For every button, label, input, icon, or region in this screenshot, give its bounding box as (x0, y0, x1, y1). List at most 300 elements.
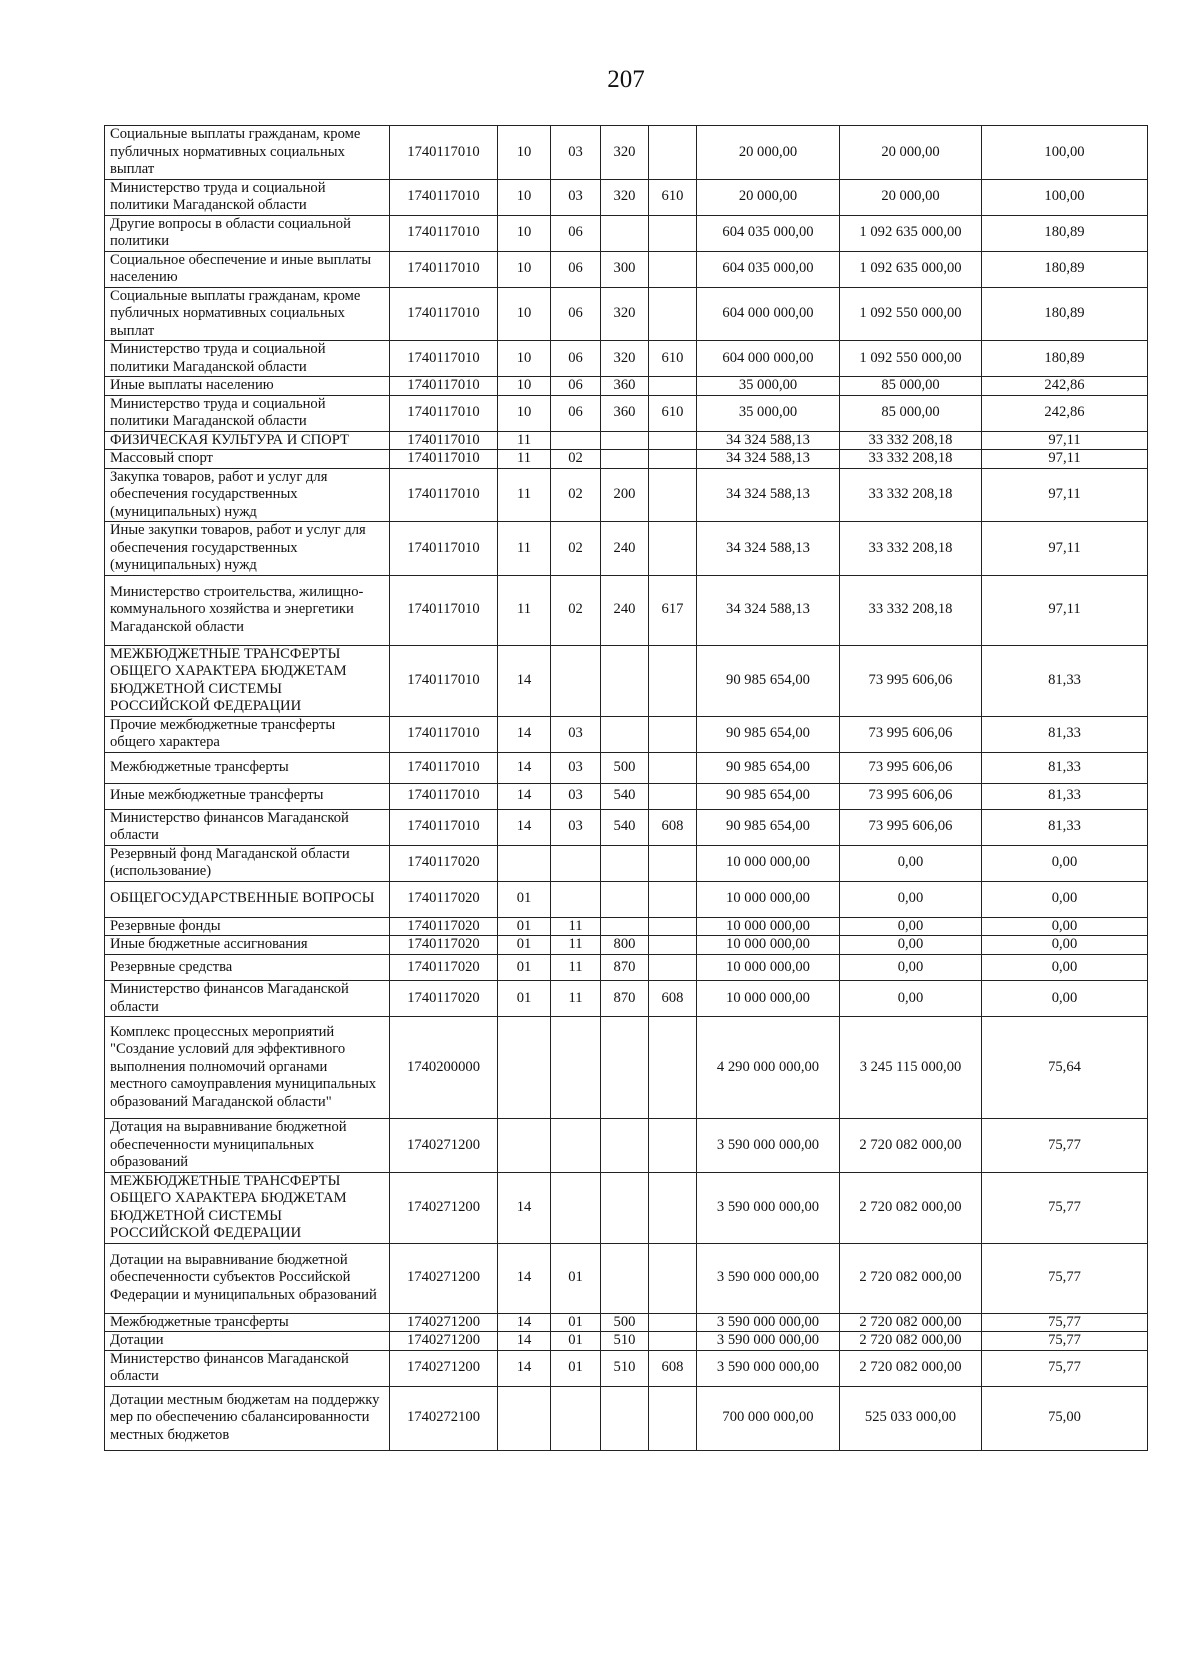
row-execution-percent: 75,77 (982, 1332, 1148, 1351)
row-section-code: 11 (498, 522, 551, 576)
row-expense-type-code (601, 1243, 649, 1313)
row-section-code (498, 1119, 551, 1173)
row-execution-percent: 81,33 (982, 752, 1148, 783)
row-name: Министерство финансов Магаданской области (105, 1350, 390, 1386)
row-name: Министерство финансов Магаданской области (105, 809, 390, 845)
row-execution-percent: 81,33 (982, 809, 1148, 845)
row-expense-type-code: 360 (601, 395, 649, 431)
row-planned-amount: 35 000,00 (697, 395, 840, 431)
row-execution-percent: 97,11 (982, 575, 1148, 645)
row-expense-type-code: 360 (601, 377, 649, 396)
row-name: Министерство труда и социальной политики Магаданской области (105, 395, 390, 431)
table-row (105, 1172, 1148, 1243)
row-target-code: 1740271200 (390, 1119, 498, 1173)
row-execution-percent: 0,00 (982, 981, 1148, 1017)
row-administrator-code: 610 (649, 395, 697, 431)
row-execution-percent: 242,86 (982, 377, 1148, 396)
row-section-code: 14 (498, 1313, 551, 1332)
row-subsection-code: 01 (551, 1313, 601, 1332)
table-row (105, 377, 1148, 396)
row-planned-amount: 34 324 588,13 (697, 575, 840, 645)
row-expense-type-code: 320 (601, 287, 649, 341)
row-expense-type-code: 320 (601, 126, 649, 180)
row-expense-type-code: 510 (601, 1350, 649, 1386)
row-executed-amount: 1 092 635 000,00 (840, 251, 982, 287)
row-execution-percent: 75,00 (982, 1386, 1148, 1450)
row-administrator-code (649, 1119, 697, 1173)
row-executed-amount: 0,00 (840, 955, 982, 981)
row-expense-type-code: 200 (601, 468, 649, 522)
row-subsection-code (551, 881, 601, 917)
row-target-code: 1740117020 (390, 936, 498, 955)
row-name: Иные выплаты населению (105, 377, 390, 396)
row-target-code: 1740117010 (390, 251, 498, 287)
row-planned-amount: 90 985 654,00 (697, 716, 840, 752)
row-section-code: 10 (498, 287, 551, 341)
row-name: Иные межбюджетные трансферты (105, 783, 390, 809)
row-name: Дотации на выравнивание бюджетной обеспеченности субъектов Российской Федерации и муниципальных образований (105, 1243, 390, 1313)
row-section-code: 14 (498, 809, 551, 845)
row-target-code: 1740117010 (390, 783, 498, 809)
row-target-code: 1740117010 (390, 287, 498, 341)
row-subsection-code: 03 (551, 179, 601, 215)
row-name: Другие вопросы в области социальной политики (105, 215, 390, 251)
row-administrator-code (649, 251, 697, 287)
table-row (105, 251, 1148, 287)
row-section-code: 10 (498, 395, 551, 431)
row-target-code: 1740117020 (390, 881, 498, 917)
row-execution-percent: 97,11 (982, 431, 1148, 450)
row-executed-amount: 525 033 000,00 (840, 1386, 982, 1450)
page-number: 207 (607, 66, 645, 93)
row-planned-amount: 34 324 588,13 (697, 522, 840, 576)
row-planned-amount: 20 000,00 (697, 179, 840, 215)
row-subsection-code: 01 (551, 1243, 601, 1313)
row-execution-percent: 100,00 (982, 126, 1148, 180)
row-name: Дотация на выравнивание бюджетной обеспеченности муниципальных образований (105, 1119, 390, 1173)
row-administrator-code (649, 1386, 697, 1450)
row-subsection-code: 11 (551, 955, 601, 981)
row-execution-percent: 180,89 (982, 287, 1148, 341)
row-executed-amount: 0,00 (840, 881, 982, 917)
row-planned-amount: 604 035 000,00 (697, 251, 840, 287)
row-expense-type-code (601, 215, 649, 251)
row-administrator-code (649, 752, 697, 783)
row-planned-amount: 3 590 000 000,00 (697, 1119, 840, 1173)
row-executed-amount: 33 332 208,18 (840, 468, 982, 522)
row-subsection-code: 11 (551, 917, 601, 936)
row-subsection-code: 06 (551, 341, 601, 377)
row-executed-amount: 2 720 082 000,00 (840, 1350, 982, 1386)
row-executed-amount: 73 995 606,06 (840, 716, 982, 752)
row-subsection-code (551, 431, 601, 450)
row-section-code: 11 (498, 431, 551, 450)
row-target-code: 1740117010 (390, 377, 498, 396)
row-administrator-code (649, 1172, 697, 1243)
row-executed-amount: 0,00 (840, 981, 982, 1017)
row-target-code: 1740117010 (390, 645, 498, 716)
row-expense-type-code: 540 (601, 783, 649, 809)
row-expense-type-code: 540 (601, 809, 649, 845)
row-name: Прочие межбюджетные трансферты общего характера (105, 716, 390, 752)
row-executed-amount: 3 245 115 000,00 (840, 1017, 982, 1119)
row-subsection-code: 03 (551, 783, 601, 809)
row-name: ФИЗИЧЕСКАЯ КУЛЬТУРА И СПОРТ (105, 431, 390, 450)
row-name: Межбюджетные трансферты (105, 1313, 390, 1332)
row-executed-amount: 33 332 208,18 (840, 450, 982, 469)
table-row (105, 1243, 1148, 1313)
row-execution-percent: 0,00 (982, 917, 1148, 936)
row-planned-amount: 90 985 654,00 (697, 783, 840, 809)
table-row (105, 1332, 1148, 1351)
row-subsection-code: 02 (551, 522, 601, 576)
row-name: Министерство труда и социальной политики Магаданской области (105, 341, 390, 377)
row-expense-type-code (601, 1119, 649, 1173)
row-target-code: 1740117010 (390, 431, 498, 450)
row-expense-type-code (601, 716, 649, 752)
table-row (105, 1119, 1148, 1173)
table-row (105, 215, 1148, 251)
row-subsection-code (551, 1386, 601, 1450)
row-execution-percent: 97,11 (982, 522, 1148, 576)
row-target-code: 1740200000 (390, 1017, 498, 1119)
row-expense-type-code: 510 (601, 1332, 649, 1351)
row-subsection-code (551, 1119, 601, 1173)
row-expense-type-code: 320 (601, 179, 649, 215)
row-executed-amount: 1 092 550 000,00 (840, 341, 982, 377)
row-target-code: 1740117020 (390, 981, 498, 1017)
row-planned-amount: 3 590 000 000,00 (697, 1172, 840, 1243)
row-planned-amount: 604 000 000,00 (697, 287, 840, 341)
row-section-code: 10 (498, 126, 551, 180)
table-row (105, 845, 1148, 881)
row-name: Массовый спорт (105, 450, 390, 469)
row-expense-type-code: 500 (601, 752, 649, 783)
row-execution-percent: 180,89 (982, 341, 1148, 377)
row-planned-amount: 10 000 000,00 (697, 955, 840, 981)
row-subsection-code: 03 (551, 126, 601, 180)
row-section-code: 14 (498, 1243, 551, 1313)
row-execution-percent: 242,86 (982, 395, 1148, 431)
row-name: Социальные выплаты гражданам, кроме публичных нормативных социальных выплат (105, 126, 390, 180)
row-administrator-code (649, 1313, 697, 1332)
row-executed-amount: 85 000,00 (840, 395, 982, 431)
row-section-code: 01 (498, 955, 551, 981)
row-expense-type-code: 800 (601, 936, 649, 955)
row-section-code: 14 (498, 1332, 551, 1351)
row-executed-amount: 2 720 082 000,00 (840, 1332, 982, 1351)
row-name: Дотации (105, 1332, 390, 1351)
row-subsection-code: 02 (551, 575, 601, 645)
row-target-code: 1740271200 (390, 1332, 498, 1351)
table-row (105, 917, 1148, 936)
row-planned-amount: 604 035 000,00 (697, 215, 840, 251)
row-execution-percent: 100,00 (982, 179, 1148, 215)
row-planned-amount: 34 324 588,13 (697, 468, 840, 522)
row-subsection-code (551, 1017, 601, 1119)
row-administrator-code (649, 1243, 697, 1313)
row-administrator-code (649, 468, 697, 522)
row-subsection-code: 01 (551, 1350, 601, 1386)
row-subsection-code: 06 (551, 377, 601, 396)
row-execution-percent: 180,89 (982, 251, 1148, 287)
row-expense-type-code (601, 917, 649, 936)
row-subsection-code: 11 (551, 981, 601, 1017)
row-target-code: 1740117010 (390, 575, 498, 645)
row-execution-percent: 81,33 (982, 716, 1148, 752)
row-section-code: 14 (498, 752, 551, 783)
row-target-code: 1740117010 (390, 522, 498, 576)
row-section-code: 11 (498, 450, 551, 469)
row-planned-amount: 3 590 000 000,00 (697, 1313, 840, 1332)
row-execution-percent: 0,00 (982, 881, 1148, 917)
table-row (105, 1386, 1148, 1450)
row-administrator-code (649, 522, 697, 576)
row-name: Комплекс процессных мероприятий "Создание условий для эффективного выполнения полномочий органами местного самоуправления муниципальных образований Магаданской области" (105, 1017, 390, 1119)
table-row (105, 1017, 1148, 1119)
table-body (105, 126, 1148, 1451)
row-name: Социальные выплаты гражданам, кроме публичных нормативных социальных выплат (105, 287, 390, 341)
row-name: ОБЩЕГОСУДАРСТВЕННЫЕ ВОПРОСЫ (105, 881, 390, 917)
table-row (105, 1350, 1148, 1386)
budget-execution-table (104, 125, 1148, 1451)
row-expense-type-code: 870 (601, 955, 649, 981)
row-subsection-code (551, 845, 601, 881)
row-section-code: 10 (498, 179, 551, 215)
row-name: МЕЖБЮДЖЕТНЫЕ ТРАНСФЕРТЫ ОБЩЕГО ХАРАКТЕРА БЮДЖЕТАМ БЮДЖЕТНОЙ СИСТЕМЫ РОССИЙСКОЙ ФЕДЕРАЦИИ (105, 645, 390, 716)
row-planned-amount: 90 985 654,00 (697, 645, 840, 716)
table-row (105, 468, 1148, 522)
row-name: Министерство финансов Магаданской области (105, 981, 390, 1017)
row-executed-amount: 0,00 (840, 917, 982, 936)
row-planned-amount: 90 985 654,00 (697, 752, 840, 783)
row-executed-amount: 33 332 208,18 (840, 575, 982, 645)
row-target-code: 1740117010 (390, 341, 498, 377)
row-executed-amount: 1 092 550 000,00 (840, 287, 982, 341)
row-target-code: 1740117010 (390, 179, 498, 215)
row-subsection-code: 06 (551, 287, 601, 341)
row-administrator-code (649, 1017, 697, 1119)
row-executed-amount: 73 995 606,06 (840, 645, 982, 716)
row-subsection-code: 01 (551, 1332, 601, 1351)
row-target-code: 1740271200 (390, 1350, 498, 1386)
row-execution-percent: 75,77 (982, 1172, 1148, 1243)
table-row (105, 783, 1148, 809)
row-target-code: 1740271200 (390, 1243, 498, 1313)
row-target-code: 1740271200 (390, 1172, 498, 1243)
row-name: Резервные средства (105, 955, 390, 981)
row-administrator-code: 608 (649, 981, 697, 1017)
row-planned-amount: 3 590 000 000,00 (697, 1350, 840, 1386)
row-executed-amount: 33 332 208,18 (840, 522, 982, 576)
row-execution-percent: 180,89 (982, 215, 1148, 251)
row-expense-type-code: 870 (601, 981, 649, 1017)
table-row (105, 522, 1148, 576)
row-name: Дотации местным бюджетам на поддержку мер по обеспечению сбалансированности местных бюджетов (105, 1386, 390, 1450)
row-execution-percent: 97,11 (982, 450, 1148, 469)
row-execution-percent: 75,77 (982, 1119, 1148, 1173)
row-administrator-code: 610 (649, 179, 697, 215)
row-section-code: 14 (498, 716, 551, 752)
table-row (105, 752, 1148, 783)
row-execution-percent: 0,00 (982, 845, 1148, 881)
table-row (105, 395, 1148, 431)
row-executed-amount: 2 720 082 000,00 (840, 1313, 982, 1332)
row-subsection-code: 06 (551, 395, 601, 431)
row-planned-amount: 10 000 000,00 (697, 845, 840, 881)
row-expense-type-code (601, 645, 649, 716)
row-section-code: 11 (498, 575, 551, 645)
table-row (105, 126, 1148, 180)
row-section-code (498, 845, 551, 881)
row-administrator-code: 608 (649, 809, 697, 845)
row-planned-amount: 90 985 654,00 (697, 809, 840, 845)
row-expense-type-code (601, 845, 649, 881)
row-subsection-code: 02 (551, 450, 601, 469)
row-administrator-code: 608 (649, 1350, 697, 1386)
row-planned-amount: 3 590 000 000,00 (697, 1243, 840, 1313)
row-target-code: 1740117010 (390, 716, 498, 752)
row-executed-amount: 73 995 606,06 (840, 783, 982, 809)
row-administrator-code: 617 (649, 575, 697, 645)
row-planned-amount: 35 000,00 (697, 377, 840, 396)
row-administrator-code (649, 845, 697, 881)
row-section-code: 14 (498, 1350, 551, 1386)
row-administrator-code (649, 955, 697, 981)
row-name: Иные закупки товаров, работ и услуг для обеспечения государственных (муниципальных) нужд (105, 522, 390, 576)
row-administrator-code (649, 1332, 697, 1351)
table-row (105, 287, 1148, 341)
row-expense-type-code (601, 450, 649, 469)
row-subsection-code: 02 (551, 468, 601, 522)
row-administrator-code (649, 881, 697, 917)
row-administrator-code (649, 917, 697, 936)
row-planned-amount: 700 000 000,00 (697, 1386, 840, 1450)
row-expense-type-code (601, 1017, 649, 1119)
row-section-code: 14 (498, 1172, 551, 1243)
row-target-code: 1740271200 (390, 1313, 498, 1332)
row-name: Социальное обеспечение и иные выплаты населению (105, 251, 390, 287)
row-target-code: 1740117010 (390, 468, 498, 522)
row-section-code: 01 (498, 936, 551, 955)
table-row (105, 981, 1148, 1017)
table-row (105, 341, 1148, 377)
row-executed-amount: 73 995 606,06 (840, 809, 982, 845)
row-target-code: 1740272100 (390, 1386, 498, 1450)
row-name: Резервный фонд Магаданской области (использование) (105, 845, 390, 881)
row-expense-type-code (601, 431, 649, 450)
row-administrator-code (649, 783, 697, 809)
row-target-code: 1740117020 (390, 845, 498, 881)
row-section-code: 14 (498, 783, 551, 809)
row-administrator-code (649, 716, 697, 752)
row-executed-amount: 85 000,00 (840, 377, 982, 396)
row-section-code (498, 1017, 551, 1119)
row-executed-amount: 0,00 (840, 936, 982, 955)
row-subsection-code (551, 645, 601, 716)
row-execution-percent: 75,77 (982, 1313, 1148, 1332)
row-target-code: 1740117010 (390, 215, 498, 251)
row-expense-type-code: 240 (601, 522, 649, 576)
row-executed-amount: 2 720 082 000,00 (840, 1172, 982, 1243)
row-execution-percent: 75,64 (982, 1017, 1148, 1119)
row-planned-amount: 10 000 000,00 (697, 917, 840, 936)
row-target-code: 1740117010 (390, 752, 498, 783)
row-section-code: 01 (498, 881, 551, 917)
row-administrator-code (649, 215, 697, 251)
row-execution-percent: 81,33 (982, 783, 1148, 809)
row-planned-amount: 10 000 000,00 (697, 881, 840, 917)
row-name: Иные бюджетные ассигнования (105, 936, 390, 955)
row-administrator-code (649, 431, 697, 450)
table-row (105, 955, 1148, 981)
row-execution-percent: 0,00 (982, 955, 1148, 981)
table-row (105, 881, 1148, 917)
table-row (105, 936, 1148, 955)
row-planned-amount: 4 290 000 000,00 (697, 1017, 840, 1119)
table-row (105, 179, 1148, 215)
row-planned-amount: 10 000 000,00 (697, 936, 840, 955)
row-expense-type-code: 320 (601, 341, 649, 377)
row-name: Межбюджетные трансферты (105, 752, 390, 783)
row-section-code: 14 (498, 645, 551, 716)
row-subsection-code (551, 1172, 601, 1243)
row-section-code: 11 (498, 468, 551, 522)
row-executed-amount: 20 000,00 (840, 126, 982, 180)
row-execution-percent: 97,11 (982, 468, 1148, 522)
table-row (105, 809, 1148, 845)
table-row (105, 450, 1148, 469)
row-executed-amount: 1 092 635 000,00 (840, 215, 982, 251)
row-section-code: 01 (498, 917, 551, 936)
row-subsection-code: 06 (551, 251, 601, 287)
row-subsection-code: 11 (551, 936, 601, 955)
row-executed-amount: 20 000,00 (840, 179, 982, 215)
row-name: Министерство труда и социальной политики Магаданской области (105, 179, 390, 215)
row-planned-amount: 34 324 588,13 (697, 431, 840, 450)
row-name: Резервные фонды (105, 917, 390, 936)
row-section-code (498, 1386, 551, 1450)
row-execution-percent: 75,77 (982, 1243, 1148, 1313)
row-section-code: 01 (498, 981, 551, 1017)
row-administrator-code (649, 450, 697, 469)
row-expense-type-code (601, 1386, 649, 1450)
row-target-code: 1740117010 (390, 395, 498, 431)
row-section-code: 10 (498, 251, 551, 287)
row-execution-percent: 81,33 (982, 645, 1148, 716)
row-executed-amount: 73 995 606,06 (840, 752, 982, 783)
row-administrator-code: 610 (649, 341, 697, 377)
table-row (105, 431, 1148, 450)
row-target-code: 1740117020 (390, 955, 498, 981)
row-executed-amount: 33 332 208,18 (840, 431, 982, 450)
row-administrator-code (649, 936, 697, 955)
row-expense-type-code: 500 (601, 1313, 649, 1332)
row-section-code: 10 (498, 215, 551, 251)
table-row (105, 716, 1148, 752)
table-row (105, 1313, 1148, 1332)
row-expense-type-code: 240 (601, 575, 649, 645)
row-section-code: 10 (498, 341, 551, 377)
row-expense-type-code (601, 1172, 649, 1243)
row-planned-amount: 34 324 588,13 (697, 450, 840, 469)
row-administrator-code (649, 645, 697, 716)
row-expense-type-code: 300 (601, 251, 649, 287)
row-administrator-code (649, 287, 697, 341)
row-administrator-code (649, 126, 697, 180)
row-target-code: 1740117010 (390, 809, 498, 845)
row-planned-amount: 604 000 000,00 (697, 341, 840, 377)
